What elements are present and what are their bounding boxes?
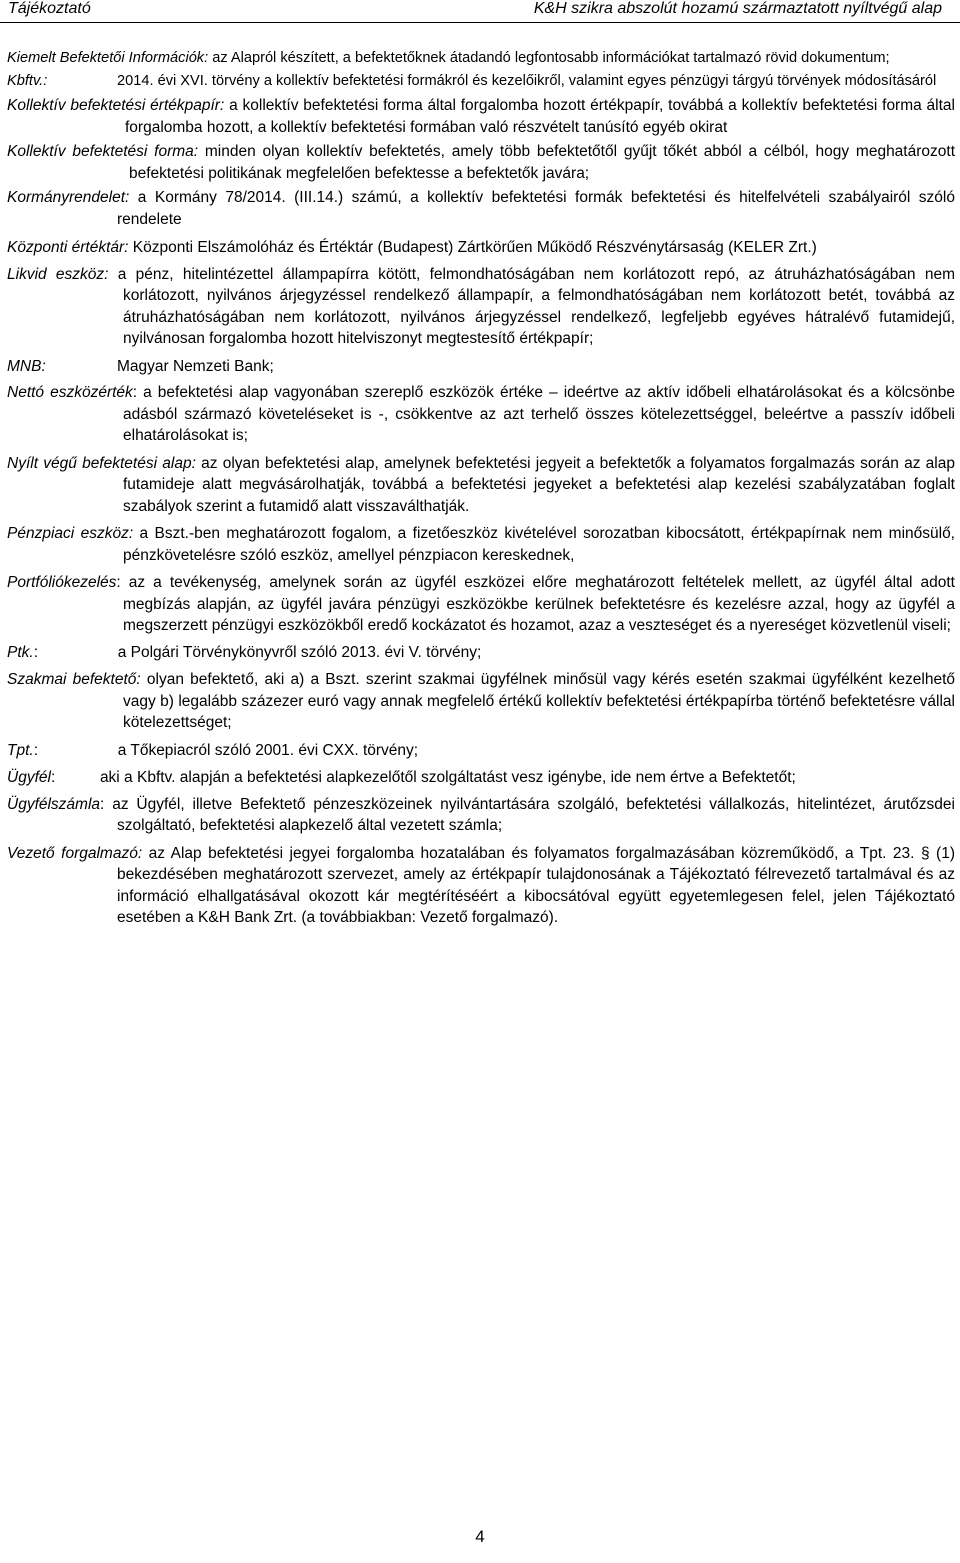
definition-nyilt-vegu-befektetesi-alap [7, 453, 955, 518]
page-number: 4 [475, 1527, 485, 1546]
definition-ptk [7, 642, 955, 664]
definition-text: a Tőkepiacról szóló 2001. évi CXX. törvény; [117, 741, 419, 759]
definition-term: Nettó eszközérték [7, 384, 133, 401]
definition-text: a Polgári Törvénykönyvről szóló 2013. évi V. törvény; [117, 643, 482, 661]
definition-term: Vezető forgalmazó: [7, 844, 143, 862]
definition-netto-eszkozertek [7, 382, 955, 447]
definition-kbftv [7, 71, 955, 91]
definition-text: : az a tevékenység, amelynek során az ügyfél eszközei előre meghatározott feltételek mellett, az ügyfél által adott megbízás alapján, az ügyfél javára pénzügyi eszközökbe kerülnek befektetésre és kezelésre azzal, hogy az ügyfél a megszerzett pénzügyi eszközökből eredő kockázatot és hozamot, azaz a veszteséget és a nyereséget közvetlenül viseli; [116, 574, 955, 634]
header-fund-name: K&H szikra abszolút hozamú származtatott nyíltvégű alap [533, 0, 942, 17]
definition-term: Kormányrendelet: [7, 189, 130, 206]
definition-text: aki a Kbftv. alapján a befektetési alapkezelőtől szolgáltatást vesz igénybe, ide nem értve a Befektetőt; [99, 769, 796, 786]
definition-term: Pénzpiaci eszköz: [7, 525, 134, 542]
definition-kormanyrendelet [7, 187, 955, 230]
definition-mnb [7, 356, 955, 378]
definition-term: Központi értéktár: [7, 239, 129, 256]
definition-term: Likvid eszköz: [7, 265, 109, 283]
definition-text: Központi Elszámolóház és Értéktár (Budapest) Zártkörűen Működő Részvénytársaság (KELER Zrt.) [128, 239, 817, 256]
definition-term: Kollektív befektetési forma: [7, 143, 199, 160]
definition-vezeto-forgalmazo [7, 843, 955, 929]
definition-ugyfel [7, 767, 955, 789]
definitions-list [7, 48, 955, 929]
definition-text: 2014. évi XVI. törvény a kollektív befektetési formákról és kezelőikről, valamint egyes pénzügyi tárgyú törvények módosításáról [117, 73, 937, 89]
definition-kozponti-ertektar [7, 237, 955, 259]
definition-text: a kollektív befektetési forma által forgalomba hozott értékpapír, továbbá a kollektív befektetési forma által forgalomba hozott, a kollektív befektetési formában való részvételt tanúsító egyéb okirat [125, 97, 955, 136]
page-header [0, 0, 960, 24]
definition-text: az Alap befektetési jegyei forgalomba hozatalában és folyamatos forgalmazásában közreműködő, a Tpt. 23. § (1) bekezdésében meghatározott szervezet, amely az értékpapír tulajdonosának a Tájékoztató félrevezető tartalmával és az információ elhallgatásával okozott kár megtérítéséért a kibocsátóval együtt egyetemlegesen felel, jelen Tájékoztató esetében a K&H Bank Zrt. (a továbbiakban: Vezető forgalmazó). [117, 844, 955, 926]
definition-term: Ptk. [7, 643, 34, 661]
definition-separator: : [33, 643, 39, 661]
definition-term: Kollektív befektetési értékpapír: [7, 97, 225, 114]
definition-text: az olyan befektetési alap, amelynek befektetési jegyeit a befektetők a folyamatos forgalmazás során az alap futamideje alatt megvásárolhatják, továbbá a befektetési jegyeket a befektetési alap kezelési szabályzatában foglalt szabályok szerint a futamidő alatt visszaválthatják. [123, 454, 955, 515]
definition-text: minden olyan kollektív befektetés, amely több befektetőtől gyűjt tőkét abból a célból, hogy meghatározott befektetési politikának megfelelően befektesse a befektetők javára; [129, 143, 955, 182]
definition-text: : a befektetési alap vagyonában szereplő eszközök értéke – ideértve az aktív időbeli elhatárolásokat és a kölcsönbe adásból származó követeléseket is -, csökkentve az azt terhelő összes kötelezettséggel, beleértve a passzív időbeli elhatárolásokat is; [123, 384, 955, 444]
definition-term: Portfóliókezelés [7, 574, 117, 591]
definition-text: a pénz, hitelintézettel állampapírra kötött, felmondhatóságában nem korlátozott repó, az átruházhatóságában nem korlátozott, nyilvános árjegyzéssel rendelkező állampapír, a felmondhatóságában nem korlátozott betét, továbbá az átruházhatóságában nem korlátozott, nyilvános árjegyzéssel rendelkező, legfeljebb egyéves hátralévő futamidejű, nyilvánosan forgalomba hozott hitelviszonyt megtestesítő értékpapír; [108, 265, 955, 347]
definition-term: Tpt. [7, 741, 34, 759]
definition-term: Nyílt végű befektetési alap: [7, 454, 196, 472]
definition-term: Ügyfél [7, 769, 51, 786]
definition-kollektiv-befektetesi-ertekpapir [7, 95, 955, 138]
definition-text: olyan befektető, aki a) a Bszt. szerint szakmai ügyfélnek minősül vagy kérés esetén szakmai ügyfélként kezelhető vagy b) legalább százezer euró vagy annak megfelelő értékű kollektív befektetési értékpapírba történő befektetésre vállal kötelezettséget; [123, 671, 955, 731]
definition-text: : az Ügyfél, illetve Befektető pénzeszközeinek nyilvántartására szolgáló, befektetési vállalkozás, hitelintézet, árutőzsdei szolgáltató, befektetési alapkezelő által vezetett számla; [100, 795, 955, 834]
definition-penzpiaci-eszkoz [7, 523, 955, 566]
definition-text: az Alapról készített, a befektetőknek átadandó legfontosabb információkat tartalmazó rövid dokumentum; [208, 50, 890, 66]
definition-kollektiv-befektetesi-forma [7, 141, 955, 184]
definition-term: Kbftv.: [7, 73, 48, 89]
definition-term: Ügyfélszámla [7, 795, 101, 813]
definition-text: Magyar Nemzeti Bank; [117, 357, 274, 375]
header-divider [0, 22, 960, 23]
definition-text: a Bszt.-ben meghatározott fogalom, a fizetőeszköz kivételével sorozatban kibocsátott, értékpapírnak nem minősülő, pénzkövetelésre szóló eszköz, amellyel pénzpiacon kereskednek, [123, 525, 955, 564]
definition-separator: : [33, 741, 39, 759]
definition-szakmai-befekteto [7, 669, 955, 734]
definition-ugyfelszamla [7, 794, 955, 837]
definition-term: MNB: [7, 357, 46, 375]
definition-tpt [7, 740, 955, 762]
header-document-type: Tájékoztató [8, 0, 91, 17]
definition-portfoliokezeles [7, 572, 955, 637]
definition-term: Szakmai befektető: [7, 671, 141, 688]
definition-likvid-eszkoz [7, 264, 955, 350]
definition-text: a Kormány 78/2014. (III.14.) számú, a kollektív befektetési formák befektetési és hitelfelvételi szabályairól szóló rendelete [117, 189, 955, 228]
definition-term: Kiemelt Befektetői Információk: [7, 50, 209, 66]
definition-kiemelt-befektetoi-informaciok [7, 48, 955, 68]
definition-separator: : [50, 769, 56, 786]
